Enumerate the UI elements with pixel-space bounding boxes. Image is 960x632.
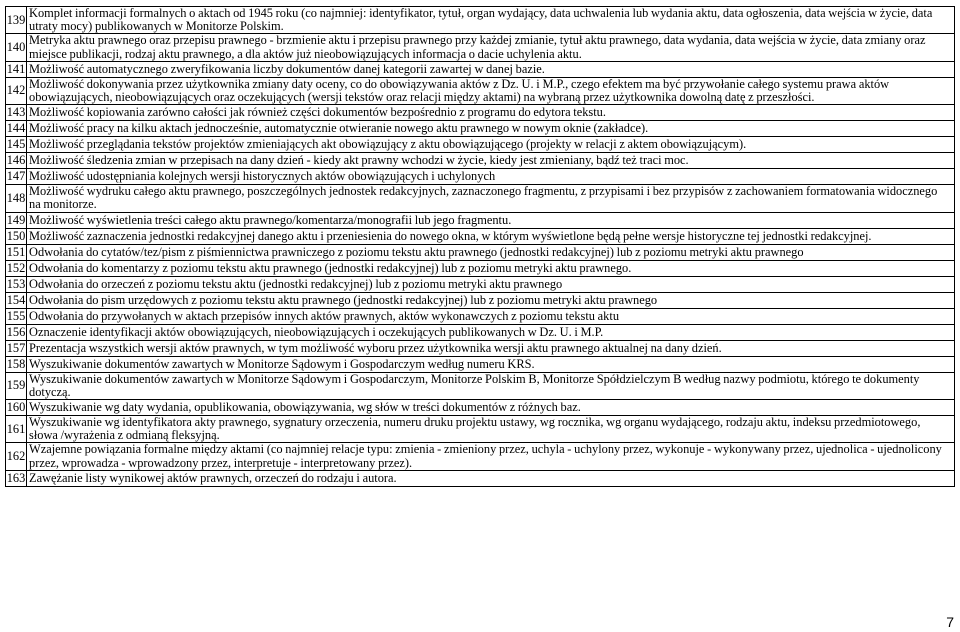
requirement-text: Możliwość pracy na kilku aktach jednocześnie, automatycznie otwieranie nowego aktu prawnego w nowym oknie (zakładce).: [27, 121, 955, 137]
table-row: [6, 7, 955, 34]
table-row: [6, 470, 955, 486]
requirement-text: Wyszukiwanie wg identyfikatora akty prawnego, sygnatury orzeczenia, numeru druku projektu ustawy, wg rocznika, wg organu wydającego, rodzaju aktu, indeksu przedmiotowego, słowa /wyrażenia z odmianą fleksyjną.: [27, 416, 955, 443]
row-number: 141: [6, 61, 26, 76]
table-row: [6, 260, 955, 276]
row-number: 158: [6, 356, 26, 371]
requirement-text: Możliwość wydruku całego aktu prawnego, poszczególnych jednostek redakcyjnych, zaznaczonego fragmentu, z przypisami i bez przypisów z zachowaniem formatowania widocznego na monitorze.: [27, 185, 955, 212]
page-number: 7: [946, 614, 954, 630]
row-number: 145: [6, 137, 26, 152]
requirement-text: Możliwość zaznaczenia jednostki redakcyjnej danego aktu i przeniesienia do nowego okna, w którym wyświetlone będą pełne wersje historyczne tej jednostki redakcyjnej.: [27, 228, 955, 244]
row-number: 163: [6, 470, 26, 485]
row-number: 146: [6, 153, 26, 168]
row-number: 162: [6, 443, 27, 470]
table-row: [6, 308, 955, 324]
requirement-text: Odwołania do cytatów/tez/pism z piśmiennictwa prawniczego z poziomu tekstu aktu prawnego (jednostki redakcyjnej) lub z poziomu metryki aktu prawnego: [27, 244, 955, 260]
row-number: 159: [6, 372, 27, 399]
requirement-text: Wyszukiwanie dokumentów zawartych w Monitorze Sądowym i Gospodarczym według numeru KRS.: [27, 356, 955, 372]
requirements-table: [5, 6, 955, 487]
table-row: [6, 443, 955, 470]
table-row: [6, 61, 955, 77]
row-number: 139: [6, 7, 27, 34]
row-number: 160: [6, 399, 26, 414]
row-number: 144: [6, 121, 26, 136]
table-row: [6, 372, 955, 399]
row-number: 149: [6, 212, 26, 227]
row-number: 147: [6, 169, 26, 184]
table-row: [6, 356, 955, 372]
table-row: [6, 292, 955, 308]
table-row: [6, 153, 955, 169]
requirement-text: Metryka aktu prawnego oraz przepisu prawnego - brzmienie aktu i przepisu prawnego przy każdej zmianie, tytuł aktu prawnego, data wydania, data wejścia w życie, data zmiany oraz miejsce publikacji, rodzaj aktu prawnego, a dla aktów już nieobowiązujących informacja o dacie uchylenia aktu.: [27, 34, 955, 61]
requirement-text: Możliwość automatycznego zweryfikowania liczby dokumentów danej kategorii zawartej w danej bazie.: [27, 61, 955, 77]
table-row: [6, 340, 955, 356]
table-row: [6, 185, 955, 212]
table-row: [6, 34, 955, 61]
table-row: [6, 105, 955, 121]
requirement-text: Odwołania do przywołanych w aktach przepisów innych aktów prawnych, aktów wykonawczych z poziomu tekstu aktu: [27, 308, 955, 324]
table-row: [6, 77, 955, 104]
table-row: [6, 400, 955, 416]
requirement-text: Komplet informacji formalnych o aktach od 1945 roku (co najmniej: identyfikator, tytuł, organ wydający, data uchwalenia lub wydania aktu, data ogłoszenia, data wejścia w życie, data utraty mocy) publikowanych w Monitorze Polskim.: [27, 7, 955, 34]
requirements-table-body: [6, 7, 955, 487]
requirement-text: Odwołania do pism urzędowych z poziomu tekstu aktu prawnego (jednostki redakcyjnej) lub z poziomu metryki aktu prawnego: [27, 292, 955, 308]
row-number: 151: [6, 244, 26, 259]
row-number: 157: [6, 340, 26, 355]
requirement-text: Możliwość kopiowania zarówno całości jak również części dokumentów bezpośrednio z programu do edytora tekstu.: [27, 105, 955, 121]
table-row: [6, 169, 955, 185]
table-row: [6, 212, 955, 228]
requirement-text: Odwołania do komentarzy z poziomu tekstu aktu prawnego (jednostki redakcyjnej) lub z poziomu metryki aktu prawnego.: [27, 260, 955, 276]
requirement-text: Prezentacja wszystkich wersji aktów prawnych, w tym możliwość wyboru przez użytkownika wersji aktu prawnego aktualnej na dany dzień.: [27, 340, 955, 356]
table-row: [6, 324, 955, 340]
row-number: 161: [6, 416, 27, 443]
row-number: 156: [6, 324, 26, 339]
table-row: [6, 416, 955, 443]
requirement-text: Zawężanie listy wynikowej aktów prawnych, orzeczeń do rodzaju i autora.: [27, 470, 955, 486]
row-number: 140: [6, 34, 27, 61]
requirement-text: Możliwość wyświetlenia treści całego aktu prawnego/komentarza/monografii lub jego fragmentu.: [27, 212, 955, 228]
row-number: 150: [6, 228, 26, 243]
table-row: [6, 137, 955, 153]
requirement-text: Możliwość udostępniania kolejnych wersji historycznych aktów obowiązujących i uchylonych: [27, 169, 955, 185]
table-row: [6, 244, 955, 260]
requirement-text: Możliwość dokonywania przez użytkownika zmiany daty oceny, co do obowiązywania aktów z Dz. U. i M.P., czego efektem ma być przywołanie całego systemu prawa aktów obowiązujących, nieobowiązujących oraz oczekujących (wersji tekstów oraz relacji między aktami) na wybraną przez użytkownika dowolną datę z przeszłości.: [27, 77, 955, 104]
row-number: 152: [6, 260, 26, 275]
requirement-text: Wyszukiwanie wg daty wydania, opublikowania, obowiązywania, wg słów w treści dokumentów z różnych baz.: [27, 400, 955, 416]
requirement-text: Wzajemne powiązania formalne między aktami (co najmniej relacje typu: zmienia - zmieniony przez, uchyla - uchylony przez, wykonuje - wykonywany przez, ujednolica - ujednolicony przez, wprowadza - wprowadzony przez, interpretuje - interpretowany przez).: [27, 443, 955, 470]
requirement-text: Możliwość śledzenia zmian w przepisach na dany dzień - kiedy akt prawny wchodzi w życie, kiedy jest zmieniany, bądź też traci moc.: [27, 153, 955, 169]
table-row: [6, 121, 955, 137]
row-number: 143: [6, 105, 26, 120]
row-number: 154: [6, 292, 26, 307]
row-number: 142: [6, 77, 27, 104]
requirement-text: Odwołania do orzeczeń z poziomu tekstu aktu (jednostki redakcyjnej) lub z poziomu metryki aktu prawnego: [27, 276, 955, 292]
row-number: 155: [6, 308, 26, 323]
row-number: 148: [6, 185, 27, 212]
table-row: [6, 228, 955, 244]
requirement-text: Oznaczenie identyfikacji aktów obowiązujących, nieobowiązujących i oczekujących publikowanych w Dz. U. i M.P.: [27, 324, 955, 340]
row-number: 153: [6, 276, 26, 291]
requirement-text: Wyszukiwanie dokumentów zawartych w Monitorze Sądowym i Gospodarczym, Monitorze Polskim B, Monitorze Spółdzielczym B według nazwy podmiotu, którego te dokumenty dotyczą.: [27, 372, 955, 399]
table-row: [6, 276, 955, 292]
requirement-text: Możliwość przeglądania tekstów projektów zmieniających akt obowiązujący z aktu obowiązującego (projekty w relacji z aktem obowiązującym).: [27, 137, 955, 153]
